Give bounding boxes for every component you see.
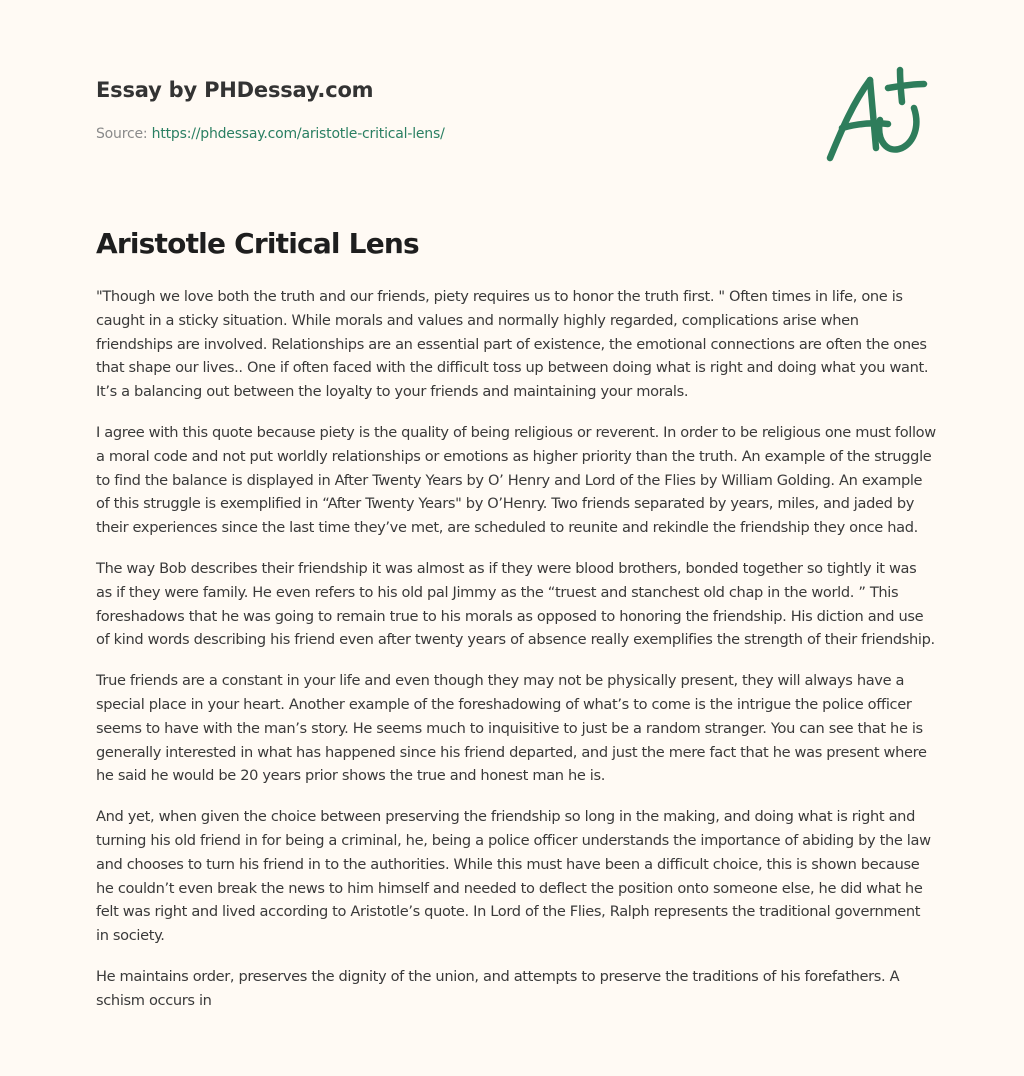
essay-paragraph: "Though we love both the truth and our friends, piety requires us to honor the truth first. " Often times in life, one is caught in a sticky situation. While morals and values and normally highly regarded, complications arise when friendships are involved. Relationships are an essential part of existence, the emotional connections are often the ones that shape our lives.. One if often faced with the difficult toss up between doing what is right and doing what you want. It’s a balancing out between the loyalty to your friends and maintaining your morals.: [96, 288, 929, 401]
essay-title: Aristotle Critical Lens: [96, 227, 419, 260]
page-header: [96, 76, 796, 144]
essay-paragraph: I agree with this quote because piety is the quality of being religious or reverent. In order to be religious one must follow a moral code and not put worldly relationships or emotions as higher priority than the truth. An example of the struggle to find the balance is displayed in After Twenty Years by O’ Henry and Lord of the Flies by William Golding. An example of this struggle is exemplified in “After Twenty Years" by O’Henry. Two friends separated by years, miles, and jaded by their experiences since the last time they’ve met, are scheduled to reunite and rekindle the friendship they once had.: [96, 423, 936, 537]
source-link[interactable]: https://phdessay.com/aristotle-critical-lens/: [151, 126, 445, 142]
a-plus-grade-icon: [818, 64, 934, 168]
essay-paragraph: True friends are a constant in your life and even though they may not be physically present, they will always have a special place in your heart. Another example of the foreshadowing of what’s to come is the intrigue the police officer seems to have with the man’s story. He seems much to inquisitive to just be a random stranger. You can see that he is generally interested in what has happened since his friend departed, and just the mere fact that he was present where he said he would be 20 years prior shows the true and honest man he is.: [96, 672, 927, 785]
site-title: Essay by PHDessay.com: [96, 78, 374, 102]
essay-paragraph: He maintains order, preserves the dignity of the union, and attempts to preserve the traditions of his forefathers. A schism occurs in: [96, 967, 900, 1009]
source-line: [96, 124, 796, 144]
essay-paragraph: And yet, when given the choice between preserving the friendship so long in the making, and doing what is right and turning his old friend in for being a criminal, he, being a police officer understands the importance of abiding by the law and chooses to turn his friend in to the authorities. While this must have been a difficult choice, this is shown because he couldn’t even break the news to him himself and needed to deflect the position onto someone else, he did what he felt was right and lived according to Aristotle’s quote. In Lord of the Flies, Ralph represents the traditional government in society.: [96, 808, 931, 945]
source-label: Source:: [96, 126, 148, 142]
essay-body: [96, 285, 936, 1030]
essay-paragraph: The way Bob describes their friendship it was almost as if they were blood brothers, bonded together so tightly it was as if they were family. He even refers to his old pal Jimmy as the “truest and stanchest old chap in the world. ” This foreshadows that he was going to remain true to his morals as opposed to honoring the friendship. His diction and use of kind words describing his friend even after twenty years of absence really exemplifies the strength of their friendship.: [96, 559, 935, 649]
